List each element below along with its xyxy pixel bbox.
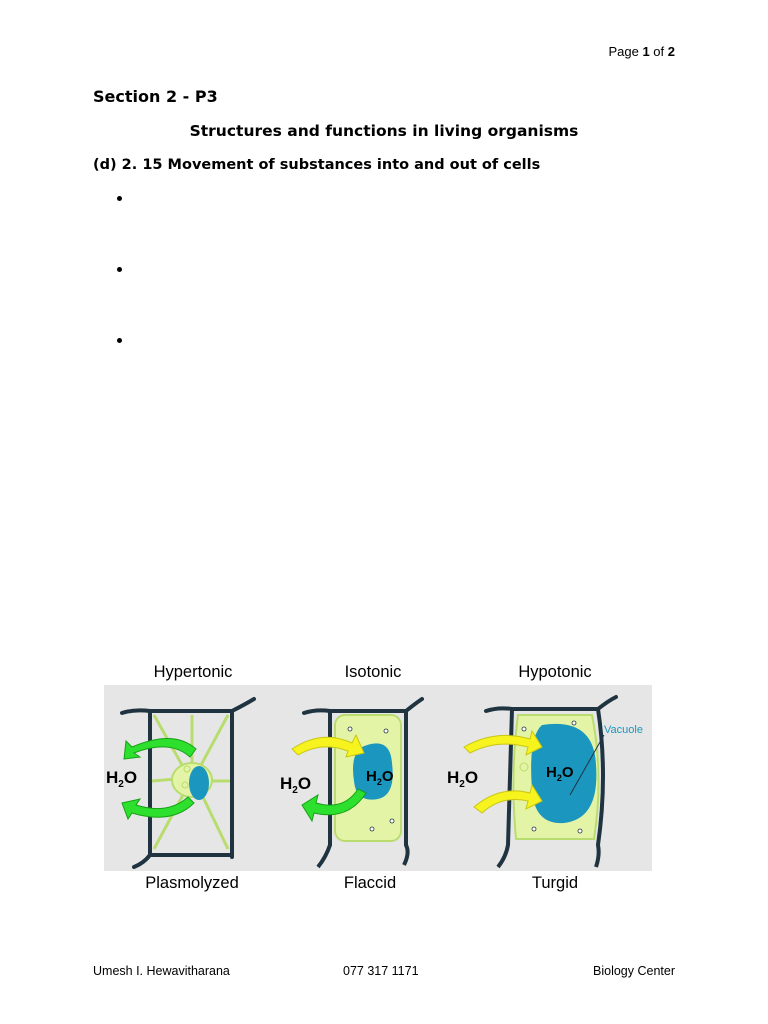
osmosis-cells-figure [104, 685, 652, 871]
label-isotonic: Isotonic [344, 663, 402, 681]
bullet-point-2 [116, 266, 124, 274]
subtitle: (d) 2. 15 Movement of substances into and out of cells [93, 157, 541, 173]
label-hypotonic: Hypotonic [518, 663, 592, 681]
vacuole-water-label: $H_2O$ [366, 768, 394, 787]
cell-wall-right [404, 711, 408, 865]
page-total: 2 [667, 44, 675, 59]
bullet-point-1 [116, 195, 124, 203]
page-title: Structures and functions in living organisms [189, 122, 579, 140]
page-of: of [649, 44, 668, 59]
label-flaccid: Flaccid [343, 874, 397, 892]
small-vacuole [189, 766, 209, 800]
page-current: 1 [642, 44, 650, 59]
vacuole-label: Vacuole [604, 724, 643, 736]
water-label-hypotonic: $H_2O$ [447, 768, 479, 790]
bullet-dot [117, 338, 122, 343]
water-label-isotonic: $H_2O$ [280, 774, 312, 796]
label-hypertonic: Hypertonic [153, 663, 233, 681]
page-number [560, 44, 675, 59]
water-label-hypertonic: $H_2O$ [106, 768, 138, 790]
bullet-dot [117, 267, 122, 272]
section-heading: Section 2 - P3 [93, 87, 218, 106]
footer-author: Umesh I. Hewavitharana [93, 964, 230, 978]
label-plasmolyzed: Plasmolyzed [145, 874, 239, 892]
footer-phone: 077 317 1171 [343, 964, 419, 978]
bullet-dot [117, 196, 122, 201]
label-turgid: Turgid [531, 874, 579, 892]
footer-org: Biology Center [593, 964, 675, 978]
vacuole-water-label: $H_2O$ [546, 764, 574, 783]
bullet-point-3 [116, 337, 124, 345]
page-prefix: Page [608, 44, 643, 59]
